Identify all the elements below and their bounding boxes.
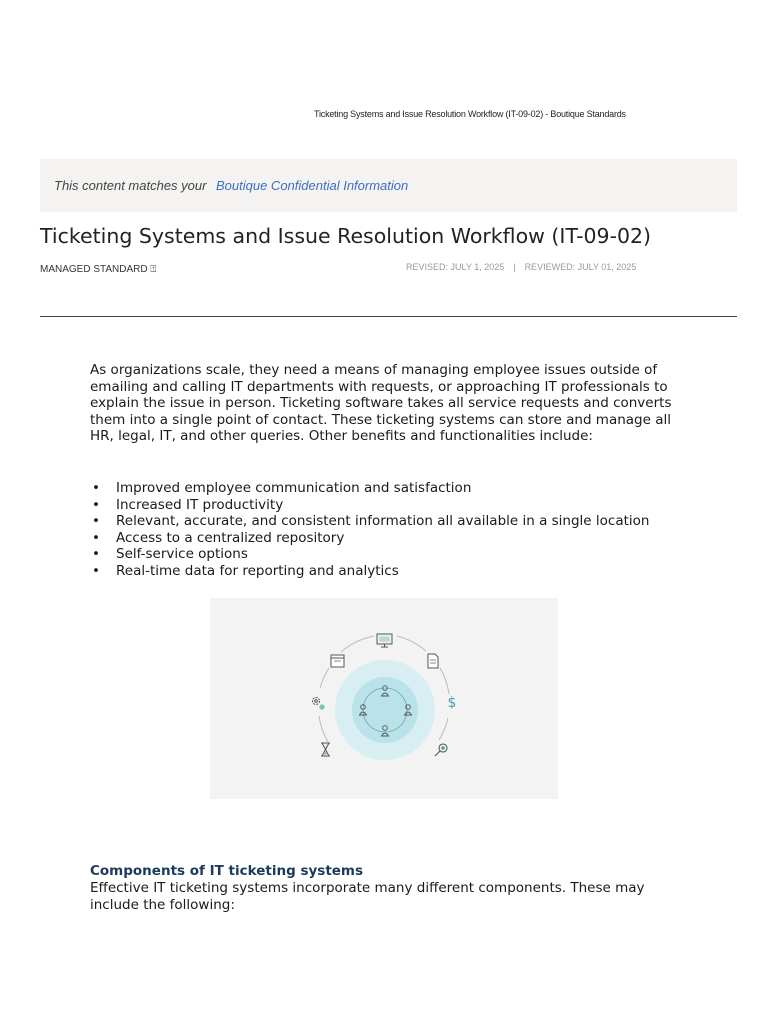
- section-heading: Components of IT ticketing systems: [90, 863, 364, 879]
- classification-notice: [40, 159, 737, 212]
- benefits-list: [90, 480, 710, 580]
- standard-type: [40, 264, 156, 275]
- header-divider: [40, 316, 737, 317]
- standard-info-icon[interactable]: ⍐: [150, 264, 157, 275]
- list-item: • Relevant, accurate, and consistent information all available in a single location: [90, 513, 710, 530]
- classification-link[interactable]: Boutique Confidential Information: [216, 178, 409, 193]
- reviewed-date: REVIEWED: JULY 01, 2025: [524, 262, 637, 272]
- revised-date: REVISED: JULY 1, 2025: [406, 262, 505, 272]
- document-icon: [428, 654, 438, 668]
- list-item: • Improved employee communication and satisfaction: [90, 480, 710, 497]
- intro-paragraph: As organizations scale, they need a means of managing employee issues outside of emailing and calling IT departments with requests, or approaching IT professionals to explain the issue in person. Ticketing software takes all service requests and converts them into a single point of contact. These ticketing systems can store and manage all HR, legal, IT, and other queries. Other benefits and functionalities include:: [90, 362, 672, 445]
- browser-window-icon: [331, 655, 344, 667]
- notice-text: This content matches your: [54, 178, 207, 193]
- revision-dates: [406, 262, 636, 272]
- list-item: • Increased IT productivity: [90, 497, 710, 514]
- running-header-text: Ticketing Systems and Issue Resolution Workflow (IT-09-02) - Boutique Standards: [314, 109, 626, 119]
- components-paragraph: Effective IT ticketing systems incorporate many different components. These may include the following:: [90, 880, 645, 913]
- meta-separator: |: [513, 262, 516, 272]
- page-title: Ticketing Systems and Issue Resolution Workflow (IT-09-02): [40, 224, 652, 248]
- hourglass-icon: [321, 743, 330, 756]
- gear-icon: [313, 698, 325, 710]
- list-item: • Self-service options: [90, 546, 710, 563]
- monitor-icon: [377, 634, 392, 647]
- svg-text:$: $: [447, 695, 457, 711]
- standard-label: MANAGED STANDARD: [40, 264, 148, 275]
- magnifier-icon: [435, 744, 447, 756]
- illustration-svg: [210, 598, 558, 799]
- list-item: • Real-time data for reporting and analytics: [90, 563, 710, 580]
- dollar-icon: [448, 695, 457, 711]
- list-item: • Access to a centralized repository: [90, 530, 710, 547]
- ticketing-illustration: [210, 598, 558, 799]
